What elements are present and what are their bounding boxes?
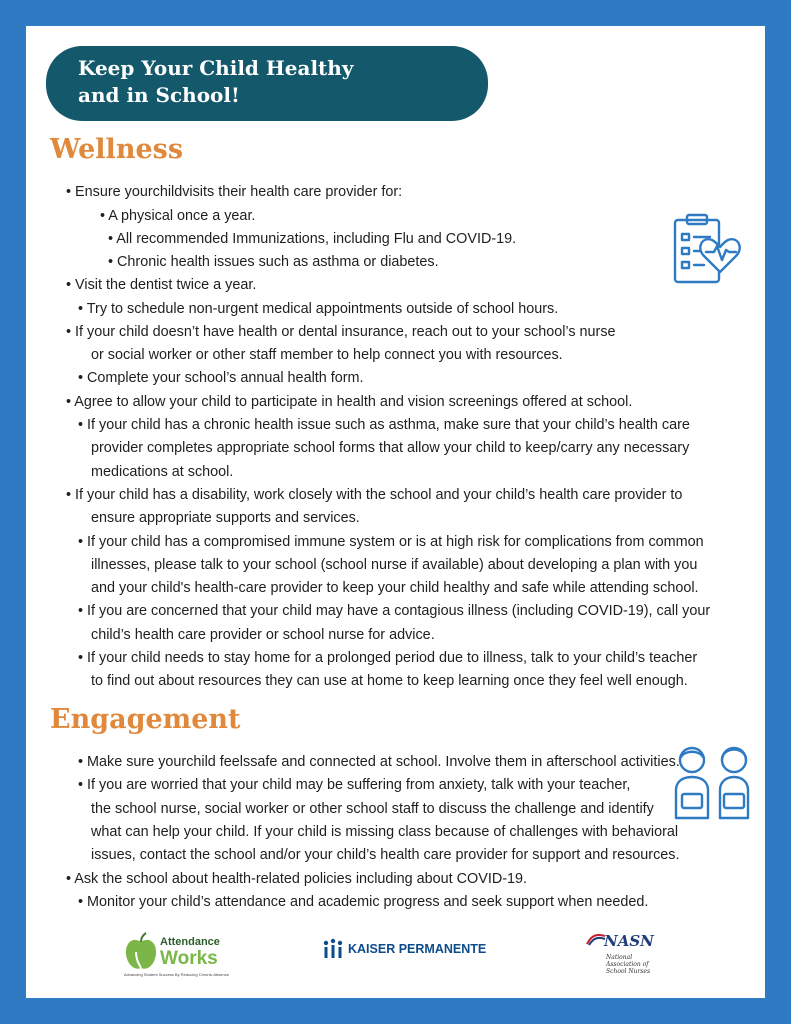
list-item: • If you are worried that your child may be suffering from anxiety, talk with your teacher, [78,777,631,793]
list-item: • Agree to allow your child to participate in health and vision screenings offered at school. [66,394,633,410]
list-item-continuation: medications at school. [91,464,234,480]
clipboard-heart-icon [672,212,756,286]
list-item: • Try to schedule non-urgent medical appointments outside of school hours. [78,301,559,317]
list-item: • Ask the school about health-related policies including about COVID-19. [66,871,528,887]
list-item-continuation: illnesses, please talk to your school (school nurse if available) about developing a plan with you [91,557,698,573]
list-item-continuation: or social worker or other staff member to help connect you with resources. [91,347,563,363]
list-item: • Make sure yourchild feelssafe and connected at school. Involve them in afterschool activities. [78,754,680,770]
list-item-continuation: and your child's health-care provider to keep your child healthy and safe while attending school. [91,580,699,596]
list-item: • If your child has a compromised immune system or is at high risk for complications from common [78,534,704,550]
students-icon [673,744,755,820]
list-item-continuation: the school nurse, social worker or other school staff to discuss the challenge and identify [91,801,654,817]
list-item-continuation: issues, contact the school and/or your child’s health care provider for support and resources. [91,847,680,863]
banner-title-line-1: Keep Your Child Healthy [78,56,354,80]
list-item-continuation: ensure appropriate supports and services. [91,510,360,526]
list-item-continuation: to find out about resources they can use at home to keep learning once they feel well enough. [91,673,688,689]
flyer-page [26,26,765,998]
list-item: • If your child doesn’t have health or dental insurance, reach out to your school’s nurse [66,324,616,340]
list-item: • Monitor your child’s attendance and academic progress and seek support when needed. [78,894,649,910]
list-item: • Ensure yourchildvisits their health care provider for: [66,184,403,200]
list-item: • If your child has a chronic health issue such as asthma, make sure that your child’s health care [78,417,690,433]
kaiser-permanente-logo [322,938,502,962]
list-item-continuation: provider completes appropriate school forms that allow your child to keep/carry any necessary [91,440,690,456]
wellness-heading: Wellness [50,134,184,165]
banner-title-line-2: and in School! [78,83,240,107]
attendance-works-logo [124,928,234,980]
attendance-works-tagline: Advancing Student Success By Reducing Chronic Absence [124,972,229,977]
list-item: • A physical once a year. [100,208,256,224]
list-item: • If your child has a disability, work closely with the school and your child’s health care provider to [66,487,683,503]
kaiser-name: KAISER PERMANENTE [348,942,487,956]
nasn-line-1: National [606,954,633,961]
attendance-works-line-2: Works [160,948,218,969]
list-item: • Visit the dentist twice a year. [66,277,257,293]
title-banner [46,46,488,121]
list-item: • All recommended Immunizations, including Flu and COVID-19. [108,231,517,247]
list-item: • If your child needs to stay home for a prolonged period due to illness, talk to your child’s teacher [78,650,698,666]
apple-icon [124,932,158,972]
flag-swoosh-icon [586,932,606,946]
kaiser-symbol-icon [322,938,344,960]
list-item-continuation: child’s health care provider or school nurse for advice. [91,627,435,643]
nasn-line-2: Association of [606,961,649,968]
nasn-abbr: NASN [604,932,654,950]
engagement-heading: Engagement [50,704,241,735]
list-item-continuation: what can help your child. If your child is missing class because of challenges with behavioral [91,824,679,840]
nasn-logo [586,930,658,984]
list-item: • If you are concerned that your child may have a contagious illness (including COVID-19), call your [78,603,711,619]
list-item: • Complete your school’s annual health form. [78,370,364,386]
list-item: • Chronic health issues such as asthma or diabetes. [108,254,439,270]
nasn-line-3: School Nurses [606,968,651,975]
attendance-works-line-1: Attendance [160,936,220,948]
